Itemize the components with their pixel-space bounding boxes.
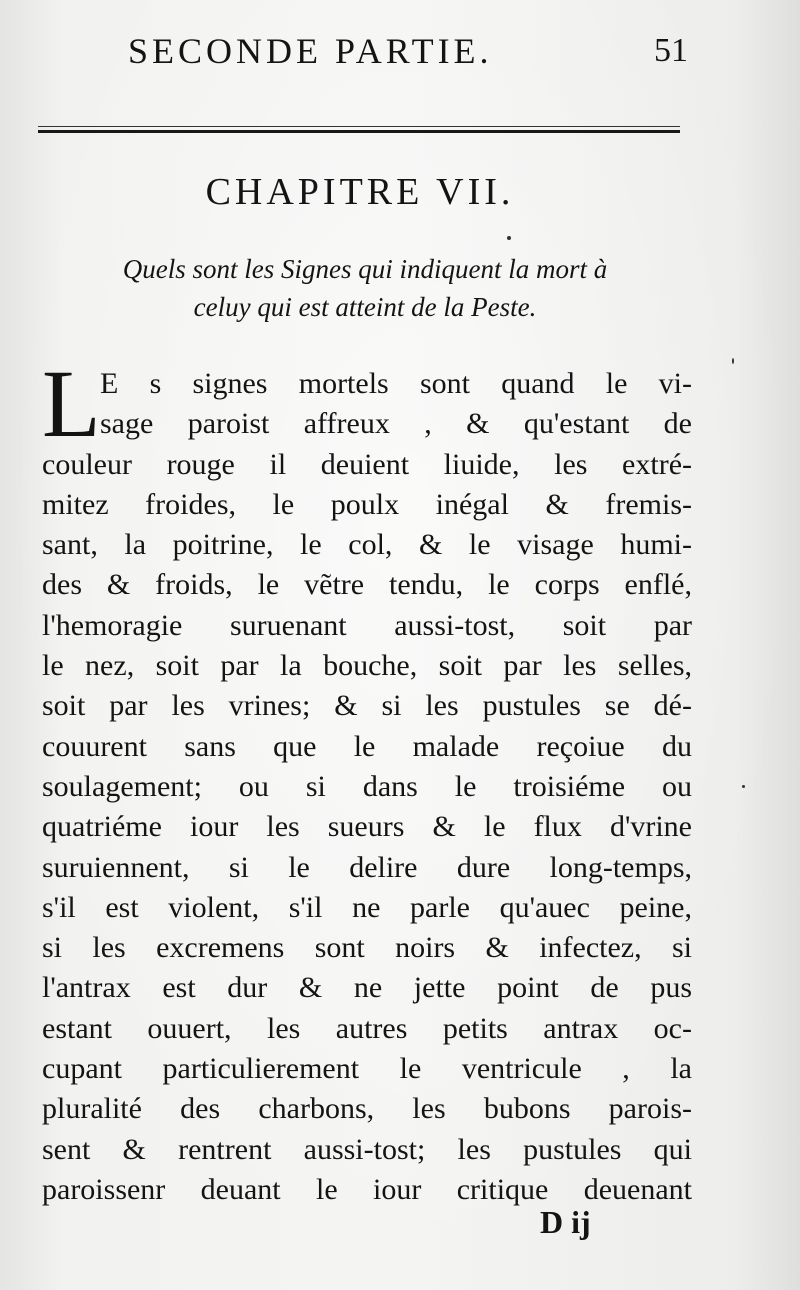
text-line: soit par les vrines; & si les pustules se dé- <box>42 689 692 723</box>
ink-speck <box>742 785 745 788</box>
text-line: des & froids, le vẽtre tendu, le corps enflé, <box>42 568 692 602</box>
text-line: couleur rouge il deuient liuide, les extré- <box>42 447 692 481</box>
page-number: 51 <box>654 32 688 69</box>
text-line: quatriéme iour les sueurs & le flux d'vrine <box>42 810 692 844</box>
text-line: cupant particulierement le ventricule , la <box>42 1052 692 1086</box>
text-line: suruiennent, si le delire dure long-temps, <box>42 850 692 884</box>
text-line: pluralité des charbons, les bubons parois- <box>42 1092 692 1126</box>
text-line: le nez, soit par la bouche, soit par les selles, <box>42 649 692 683</box>
chapter-subtitle <box>40 250 690 326</box>
text-line: estant ouuert, les autres petits antrax oc- <box>42 1011 692 1045</box>
subtitle-line: Quels sont les Signes qui indiquent la mort à <box>122 254 608 284</box>
text-line: paroissenr deuant le iour critique deuenant <box>42 1172 692 1206</box>
text-line: l'antrax est dur & ne jette point de pus <box>42 971 692 1005</box>
subtitle-line: celuy qui est atteint de la Peste. <box>193 292 537 322</box>
header-rule-thin <box>38 126 680 127</box>
text-line: sant, la poitrine, le col, & le visage humi- <box>42 528 692 562</box>
running-header <box>128 30 688 80</box>
text-line: sent & rentrent aussi-tost; les pustules qui <box>42 1132 692 1166</box>
signature-mark: D ij <box>540 1204 591 1240</box>
running-title: SECONDE PARTIE. <box>128 31 493 71</box>
ink-speck <box>732 358 734 364</box>
text-line: l'hemoragie suruenant aussi-tost, soit par <box>42 608 692 642</box>
drop-cap: L <box>42 350 101 457</box>
text-line: E s signes mortels sont quand le vi- <box>100 367 692 400</box>
text-line: mitez froides, le poulx inégal & fremis- <box>42 487 692 521</box>
text-line: soulagement; ou si dans le troisiéme ou <box>42 769 692 803</box>
text-line: s'il est violent, s'il ne parle qu'auec peine, <box>42 890 692 924</box>
text-line: si les excremens sont noirs & infectez, si <box>42 931 692 965</box>
body-paragraph <box>42 350 692 1210</box>
ink-speck <box>507 236 511 240</box>
header-rule-thick <box>38 130 680 133</box>
header-rule <box>38 126 680 136</box>
chapter-title: CHAPITRE VII. <box>205 171 515 213</box>
text-line: couurent sans que le malade reçoiue du <box>42 729 692 763</box>
text-line: sage paroist affreux , & qu'estant de <box>100 407 692 441</box>
